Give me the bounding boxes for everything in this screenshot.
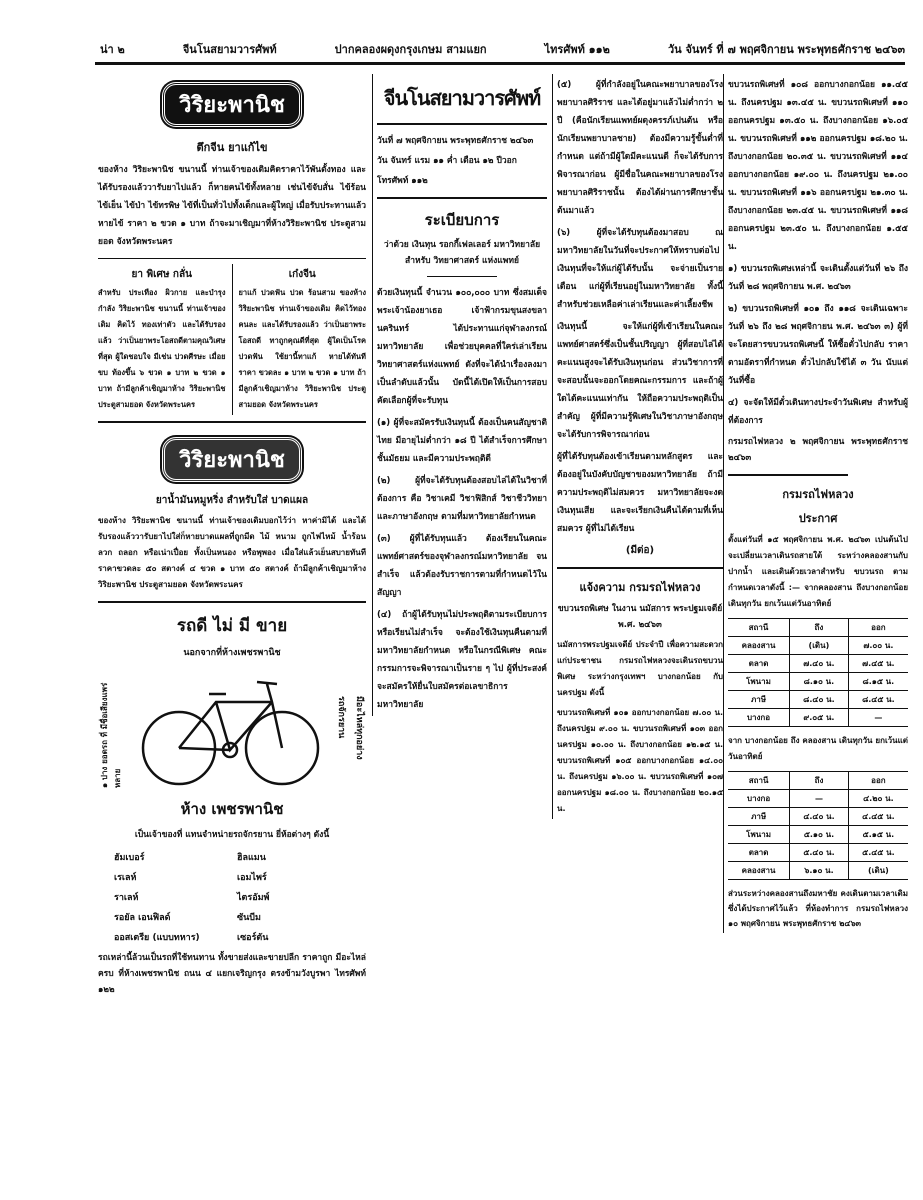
table-row <box>728 844 908 862</box>
article-paragraph: เงินทุนนี้ จะให้แก่ผู้ที่เข้าเรียนในคณะแพทย์ศาสตร์ซึ่งเป็นชั้นปริญญา ผู้ที่สอบไล่ได้คะแนนสูงจะได้รับเงินทุนก่อน ส่วนวิชาการที่จะสอบนั้นจะออกโดยคณะกรรมการ และถ้าผู้ใดได้คะแนนเท่ากัน ให้ถือความประพฤติเป็นสำคัญ ผู้ที่มีความรู้พิเศษในวิชาภาษาอังกฤษ จะได้รับการพิจารณาก่อน <box>557 322 723 440</box>
divider <box>98 421 366 423</box>
arrive-cell: ๕.๑๐ น. <box>790 826 849 844</box>
table-header: ถึง <box>790 772 849 790</box>
table-row <box>728 655 908 673</box>
advert-heading: เก๋งจีน <box>288 269 316 280</box>
timetable <box>728 771 908 880</box>
divider <box>232 264 233 415</box>
brand-item: ซันบีม <box>237 913 261 923</box>
article-paragraph: ผู้ที่ได้รับทุนต้องเข้าเรียนตามหลักสูตร และต้องอยู่ในบังคับบัญชาของมหาวิทยาลัย ถ้ามีความประพฤติไม่สมควร มหาวิทยาลัยจะงดเงินทุนเสีย และจะเรียกเงินคืนได้ตามที่เห็นสมควร ผู้ที่ไม่ได้เรียน <box>557 452 723 534</box>
arrive-cell: — <box>790 790 849 808</box>
advert-text: ของห้าง วิริยะพานิช ขนานนี้ ท่านเจ้าของเดิมบอกไว้ว่า หาค่ามิได้ และได้รับรองแล้ววารับยาไปใส่ก็หายบาดแผลที่ถูกมีด ไม้ หนาม ถูกไฟไหม้ น้ำร้อนลวก ถลอก หรือเน่าเปื่อย ทั้งเป็นหนอง หรือพุพอง เมื่อใส่แล้วเย็นสบายทันที ราคาขวดละ ๕๐ สตางค์ ๔ ขวด ๑ บาท ๕๐ สตางค์ ถ้ามีลูกค้าเชิญมาห้างวิริยะพานิช ประตูสามยอด จังหวัดพระนคร <box>98 516 366 589</box>
notice-title: กรมรถไฟหลวง <box>782 488 854 501</box>
advert-text: สำหรับ ประเทือง ผิวกาย และบำรุงกำลัง วิริยะพานิช ขนานนี้ ท่านเจ้าของเดิม คิดไว้ ทองเท่าตัว และได้รับรองแล้ว ว่าเป็นยาพระโอสถดีตามคุณวิเศษ ที่สุด ผู้ใดชอบใจ มีเช่น ปวดศีรษะ เมื่อยขบ ท้องขึ้น ๖ ขวด ๑ บาท ๒ ขวด ๑ บาท ถ้ามีลูกค้าเชิญมาห้าง วิริยะพานิช ประตูสามยอด จังหวัดพระนคร <box>98 288 226 409</box>
station-cell: คลองสาน <box>728 637 790 655</box>
article-title: ระเบียบการ <box>424 211 500 229</box>
arrive-cell: ๙.๐๕ น. <box>790 709 849 727</box>
shop-text: เป็นเจ้าของที่ แทนจำหน่ายรถจักรยาน ยี่ห้อต่างๆ ดังนี้ <box>134 830 330 840</box>
table-header: สถานี <box>728 619 790 637</box>
issue-lunar-date: วัน จันทร์ แรม ๑๑ ค่ำ เดือน ๑๒ ปีวอก <box>377 156 517 166</box>
arrive-cell: (เดิน) <box>790 637 849 655</box>
divider <box>728 474 848 476</box>
table-header: สถานี <box>728 772 790 790</box>
station-cell: ตลาด <box>728 655 790 673</box>
divider <box>98 601 366 603</box>
brand-item: เรเลห์ <box>114 873 137 883</box>
advert-heading: ยา พิเศษ กลั่น <box>131 269 192 280</box>
arrive-cell: ๕.๔๐ น. <box>790 844 849 862</box>
issue-phone: โทรศัพท์ ๑๑๒ <box>377 176 428 186</box>
advert-text: ของห้าง วิริยะพานิช ขนานนี้ ท่านเจ้าของเดิมคิดราคาไว้พันตั้งทอง และได้รับรองแล้ววารับยาไปแล้ว ก็หายคนไข้ทั้งหลาย เช่นไข้จับสั่น ไข้ร้อน ไข้เย็น ไข้ป่า ไข้ทรพิษ ไข้ที่เป็นทั่วไปทั้งเด็กและผู้ใหญ่ เมื่อรับประทานแล้วหายไข้ ราคา ๒ ขวด ๑ บาท ถ้าจะมาเชิญมาที่ห้างวิริยะพานิช ประตูสามยอด จังหวัดพระนคร <box>98 165 366 247</box>
station-cell: ภาษี <box>728 808 790 826</box>
notice-subtitle: ขบวนรถพิเศษ ในงาน นมัสการ พระปฐมเจดีย์ พ.ศ. ๒๔๖๓ <box>557 604 723 630</box>
notice-item: ๑) ขบวนรถพิเศษเหล่านี้ จะเดินตั้งแต่วันที่ ๒๖ ถึงวันที่ ๒๘ พฤศจิกายน พ.ศ. ๒๔๖๓ <box>728 264 908 292</box>
table-row <box>728 673 908 691</box>
depart-cell: — <box>848 709 908 727</box>
train-schedule-text: ขบวนรถพิเศษที่ ๑๐๘ ออกบางกอกน้อย ๑๑.๔๕ น. ถึงนครปฐม ๑๓.๔๕ น. ขบวนรถพิเศษที่ ๑๑๐ ออกนครปฐม ๑๓.๕๐ น. ถึงบางกอกน้อย ๑๖.๐๕ น. ขบวนรถพิเศษที่ ๑๑๒ ออกนครปฐม ๑๘.๒๐ น. ถึงบางกอกน้อย ๒๐.๓๕ น. ขบวนรถพิเศษที่ ๑๑๔ ออกบางกอกน้อย ๑๙.๐๐ น. ถึงนครปฐม ๒๑.๐๐ น. ขบวนรถพิเศษที่ ๑๑๖ ออกนครปฐม ๒๑.๓๐ น. ถึงบางกอกน้อย ๒๓.๔๕ น. ขบวนรถพิเศษที่ ๑๑๘ ออกนครปฐม ๒๓.๕๐ น. ถึงบางกอกน้อย ๑.๕๕ น. <box>728 80 908 252</box>
brand-item: เอมไพร์ <box>237 873 267 883</box>
notice-paragraph: ส่วนระหว่างคลองสานถึงมหาชัย คงเดินตามเวลาเดิม ซึ่งได้ประกาศไว้แล้ว ที่ห้องทำการ กรมรถไฟหลวง ๑๐ พฤศจิกายน พระพุทธศักราช ๒๔๖๓ <box>728 889 908 928</box>
table-row <box>728 709 908 727</box>
station-cell: คลองสาน <box>728 862 790 880</box>
advert-subtitle: ตึกจีน ยาแก้ไข <box>196 141 268 154</box>
arrive-cell: ๖.๑๐ น. <box>790 862 849 880</box>
article-paragraph: (๒) ผู้ที่จะได้รับทุนต้องสอบไล่ได้ในวิชาที่ต้องการ คือ วิชาเคมี วิชาฟิสิกส์ วิชาชีววิทยา และภาษาอังกฤษ ตามที่มหาวิทยาลัยกำหนด <box>377 476 547 522</box>
table-row <box>728 637 908 655</box>
brand-item: ราเลห์ <box>114 893 139 903</box>
notice-item: ๒) ขบวนรถพิเศษที่ ๑๐๑ ถึง ๑๑๘ จะเดินเฉพาะวันที่ ๒๖ ถึง ๒๘ พฤศจิกายน พ.ศ. ๒๔๖๓ ๓) ผู้ที่จะโดยสารขบวนรถพิเศษนี้ ให้ซื้อตั๋วไปกลับ ราคาตามอัตราที่กำหนด ตั๋วไปกลับใช้ได้ ๓ วัน นับแต่วันที่ซื้อ <box>728 304 908 386</box>
depart-cell: (เดิน) <box>848 862 908 880</box>
bicycle-ad-title: รถดี ไม่ มี ขาย <box>176 616 288 636</box>
advert-banner: วิริยะพานิช <box>162 437 302 482</box>
divider <box>377 197 547 199</box>
paper-phone: ไทรศัพท์ ๑๑๒ <box>544 43 610 56</box>
article-paragraph: (๔) ถ้าผู้ได้รับทุนไม่ประพฤติตามระเบียบการ หรือเรียนไม่สำเร็จ จะต้องใช้เงินทุนคืนตามที่มหาวิทยาลัยกำหนด หรือในกรณีพิเศษ คณะกรรมการจะพิจารณาเป็นราย ๆ ไป ผู้ที่ประสงค์จะสมัครให้ยื่นใบสมัครต่อเลขาธิการมหาวิทยาลัย <box>377 610 547 710</box>
issue-date: วัน จันทร์ ที่ ๗ พฤศจิกายน พระพุทธศักราช ๒๔๖๓ <box>667 43 905 56</box>
brand-item: รอยัล เอนฟิลด์ <box>114 913 171 923</box>
station-cell: โพนาม <box>728 826 790 844</box>
brand-item: ออสเตรีย (แบบทหาร) <box>114 933 200 943</box>
column-3 <box>552 74 723 819</box>
station-cell: บางกอ <box>728 709 790 727</box>
table-row <box>728 808 908 826</box>
advert-subtitle: ยาน้ำมันหมูหริ่ง สำหรับใส่ บาดแผล <box>155 495 309 506</box>
station-cell: ตลาด <box>728 844 790 862</box>
page-number: น่า ๒ <box>100 43 125 56</box>
brand-item: ไตรอัมพ์ <box>237 893 270 903</box>
article-subtitle: ว่าด้วย เงินทุน รอกกี้เฟลเลอร์ มหาวิทยาลัย สำหรับ วิทยาศาสตร์ แห่งแพทย์ <box>383 240 541 266</box>
arrive-cell: ๘.๑๐ น. <box>790 673 849 691</box>
brand-item: เซอร์ตัน <box>237 933 269 943</box>
notice-paragraph: นมัสการพระปฐมเจดีย์ ประจำปี เพื่อความสะดวกแก่ประชาชน กรมรถไฟหลวงจะเดินรถขบวนพิเศษ ระหว่างกรุงเทพฯ บางกอกน้อย กับ นครปฐม ดังนี้ <box>557 640 723 697</box>
notice-paragraph: ตั้งแต่วันที่ ๑๕ พฤศจิกายน พ.ศ. ๒๔๖๓ เปนต้นไป จะเปลี่ยนเวลาเดินรถสายใต้ ระหว่างคลองสานกับปากน้ำ และเดินด้วยเวลาสำหรับ ขบวนรถ ตามกำหนดเวลาดังนี้ :— จากคลองสาน ถึงบางกอกน้อย เดินทุกวัน ยกเว้นแต่วันอาทิตย์ <box>728 535 908 608</box>
table-row <box>728 826 908 844</box>
table-header: ออก <box>848 772 908 790</box>
depart-cell: ๔.๔๕ น. <box>848 808 908 826</box>
column-2 <box>372 74 547 716</box>
notice-paragraph: ขบวนรถพิเศษที่ ๑๐๑ ออกบางกอกน้อย ๗.๐๐ น. ถึงนครปฐม ๙.๐๐ น. ขบวนรถพิเศษที่ ๑๐๓ ออกนครปฐม ๑๐.๐๐ น. ถึงบางกอกน้อย ๑๒.๑๕ น. ขบวนรถพิเศษที่ ๑๐๕ ออกบางกอกน้อย ๑๔.๐๐ น. ถึงนครปฐม ๑๖.๐๐ น. ขบวนรถพิเศษที่ ๑๐๗ ออกนครปฐม ๑๘.๐๐ น. ถึงบางกอกน้อย ๒๐.๑๕ น. <box>557 708 723 813</box>
advert-text: ยาแก้ ปวดฟัน ปวด ร้อนสาม ของห้างวิริยะพานิช ท่านเจ้าของเดิม คิดไว้ทองคนละ และได้รับรองแล้ว ว่าเป็นยาพระโอสถดี ทาถูกคุณดีที่สุด ผู้ใดเป็นโรคปวดฟัน ใช้ยานี้ทาแก้ หายได้ทันที ราคา ขวดละ ๑ บาท ๒ ขวด ๑ บาท ถ้ามีลูกค้าเชิญมาห้าง วิริยะพานิช ประตูสามยอด จังหวัดพระนคร <box>238 288 366 409</box>
ad-side-text: รถจักรยาน <box>336 696 346 739</box>
notice-signature: กรมรถไฟหลวง ๒ พฤศจิกายน พระพุทธศักราช ๒๔๖๓ <box>728 437 908 463</box>
paper-address: ปากคลองผดุงกรุงเกษม สามแยก <box>334 43 487 56</box>
depart-cell: ๕.๑๕ น. <box>848 826 908 844</box>
divider <box>427 276 497 277</box>
article-paragraph: (๖) ผู้ที่จะได้รับทุนต้องมาสอบ ณ มหาวิทยาลัยในวันที่จะประกาศให้ทราบต่อไป เงินทุนที่จะให้แก่ผู้ได้รับนั้น จะจ่ายเป็นรายเดือน แก่ผู้ที่เรียนอยู่ในมหาวิทยาลัย ทั้งนี้สำหรับช่วยเหลือค่าเล่าเรียนและค่าเลี้ยงชีพ <box>557 228 723 310</box>
masthead-rule <box>377 123 547 125</box>
notice-paragraph: จาก บางกอกน้อย ถึง คลองสาน เดินทุกวัน ยกเว้นแต่วันอาทิตย์ <box>728 736 908 761</box>
column-4 <box>723 74 908 933</box>
two-advert-row <box>98 264 366 415</box>
table-row <box>728 691 908 709</box>
brand-item: ฮัมเบอร์ <box>114 853 145 863</box>
article-paragraph: ด้วยเงินทุนนี้ จำนวน ๑๐๐,๐๐๐ บาท ซึ่งสมเด็จพระเจ้าน้องยาเธอ เจ้าฟ้ากรมขุนสงขลานครินทร์ ได้ประทานแก่จุฬาลงกรณ์มหาวิทยาลัย เพื่อช่วยบุคคลที่ใคร่เล่าเรียนวิทยาศาสตร์แห่งแพทย์ ดังที่จะได้นำเรื่องลงมาเป็นลำดับแล้วนั้น บัดนี้ได้เปิดให้เป็นการสอบคัดเลือกผู้ที่จะรับทุน <box>377 288 547 406</box>
bicycle-ad-subtitle: นอกจากที่ห้างเพชรพานิช <box>183 648 281 658</box>
page-header <box>100 40 905 58</box>
shop-text: รถเหล่านี้ล้วนเป็นรถที่ใช้ทนทาน ทั้งขายส่งและขายปลีก ราคาถูก มีอะไหล่ครบ ที่ห้างเพชรพานิช ถนน ๔ แยกเจริญกรุง ตรงข้ามวังบูรพา ไทรศัพท์ ๑๒๒ <box>98 953 366 995</box>
brand-list <box>98 846 366 948</box>
article-paragraph: (๓) ผู้ที่ได้รับทุนแล้ว ต้องเรียนในคณะแพทย์ศาสตร์ของจุฬาลงกรณ์มหาวิทยาลัย จนสำเร็จ แล้วต้องรับราชการตามที่กำหนดไว้ในสัญญา <box>377 534 547 598</box>
depart-cell: ๔.๒๐ น. <box>848 790 908 808</box>
timetable <box>728 618 908 727</box>
table-header: ถึง <box>790 619 849 637</box>
table-header: ออก <box>848 619 908 637</box>
depart-cell: ๗.๔๕ น. <box>848 655 908 673</box>
bicycle-ad <box>98 668 366 788</box>
bicycle-illustration <box>134 668 324 788</box>
arrive-cell: ๘.๔๐ น. <box>790 691 849 709</box>
brand-item: ฮิลแมน <box>237 853 266 863</box>
station-cell: ภาษี <box>728 691 790 709</box>
notice-title: แจ้งความ กรมรถไฟหลวง <box>579 581 701 594</box>
depart-cell: ๘.๑๕ น. <box>848 673 908 691</box>
depart-cell: ๕.๔๕ น. <box>848 844 908 862</box>
paper-name: จีนโนสยามวารศัพท์ <box>182 43 277 56</box>
article-paragraph: (๑) ผู้ที่จะสมัครรับเงินทุนนี้ ต้องเป็นคนสัญชาติไทย มีอายุไม่ต่ำกว่า ๑๘ ปี ได้สำเร็จการศึกษาชั้นมัธยม และมีความประพฤติดี <box>377 418 547 464</box>
continued-label: (มีต่อ) <box>625 545 655 556</box>
notice-subtitle: ประกาศ <box>798 512 838 525</box>
ad-side-text: ๑ ปาง ยอดรถ ที่ มีชื่อเสียงแพร่หลาย <box>100 682 122 788</box>
station-cell: บางกอ <box>728 790 790 808</box>
divider <box>557 567 723 569</box>
masthead: จีนโนสยามวารศัพท์ <box>383 86 541 110</box>
station-cell: โพนาม <box>728 673 790 691</box>
table-row <box>728 790 908 808</box>
notice-item: ๔) จะจัดให้มีตั๋วเดินทางประจำวันพิเศษ สำหรับผู้ที่ต้องการ <box>728 398 908 426</box>
depart-cell: ๗.๐๐ น. <box>848 637 908 655</box>
table-row <box>728 862 908 880</box>
column-1 <box>98 74 366 1000</box>
divider <box>98 258 366 259</box>
arrive-cell: ๗.๔๐ น. <box>790 655 849 673</box>
header-rule <box>95 62 905 65</box>
depart-cell: ๘.๔๕ น. <box>848 691 908 709</box>
issue-date-line: วันที่ ๗ พฤศจิกายน พระพุทธศักราช ๒๔๖๓ <box>377 136 534 146</box>
advert-banner: วิริยะพานิช <box>162 82 302 127</box>
article-paragraph: (๕) ผู้ที่กำลังอยู่ในคณะพยาบาลของโรงพยาบาลศิริราช และได้อยู่มาแล้วไม่ต่ำกว่า ๒ ปี (คือนักเรียนแพทย์ผดุงครรภ์เปนต้น หรือนักเรียนพยาบาลชาย) ต้องมีความรู้ขั้นต่ำที่กำหนด แต่ถ้ามีผู้ใดมีคะแนนดี ก็จะได้รับการพิจารณาก่อน ผู้มีชื่อในคณะพยาบาลของโรงพยาบาลศิริราชนั้น ต้องได้ผ่านการศึกษาชั้นต้นมาแล้ว <box>557 80 723 216</box>
ad-side-text: มีอะไหล่ทุกอย่าง <box>354 696 364 760</box>
shop-name: ห้าง เพชรพานิช <box>180 800 284 818</box>
arrive-cell: ๔.๔๐ น. <box>790 808 849 826</box>
